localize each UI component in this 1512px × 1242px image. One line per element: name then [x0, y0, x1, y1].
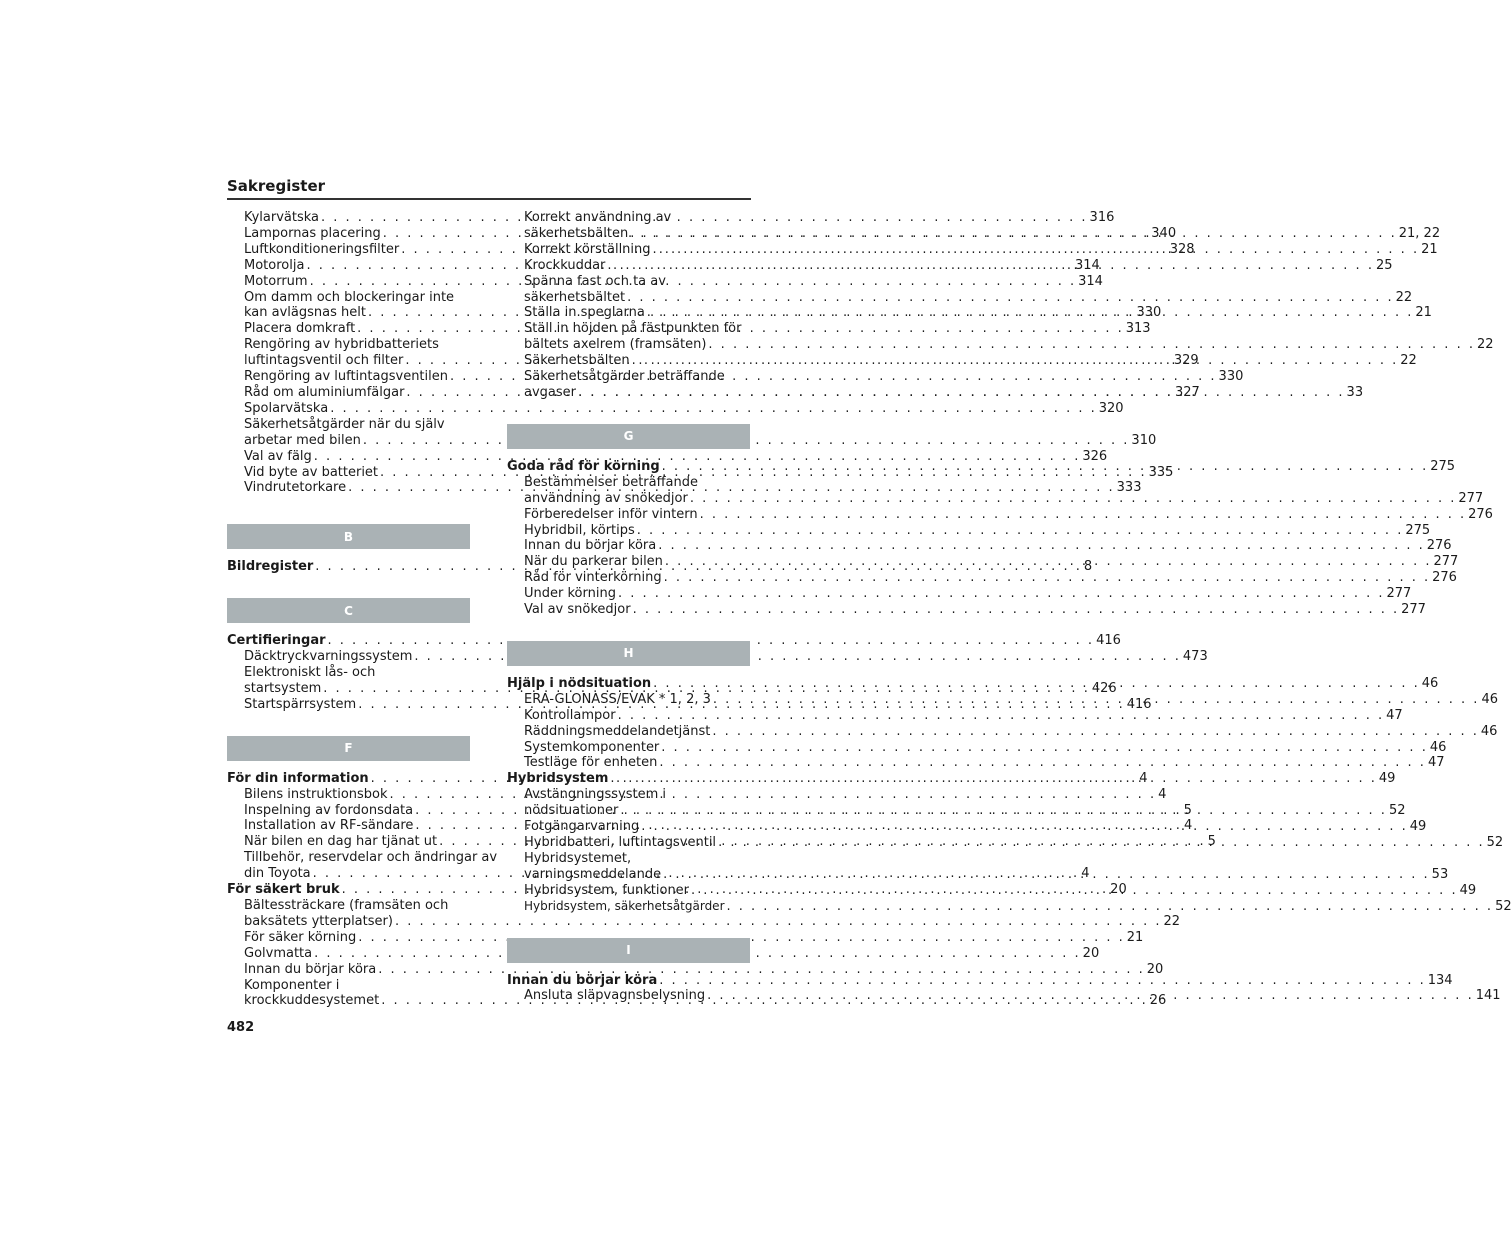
index-entry: din Toyota . . . 4 — [227, 866, 470, 882]
index-entry: Förberedelser inför vintern . . . 276 — [507, 507, 750, 523]
index-entry: Hybridsystem, funktioner . . . 49 — [507, 883, 750, 899]
index-entry: användning av snökedjor . . . 277 — [507, 491, 750, 507]
page-title: Sakregister — [227, 177, 326, 195]
index-entry: Bältessträckare (framsäten och — [244, 898, 449, 913]
index-entry: Ställa in speglarna . . . 21 — [507, 305, 750, 321]
index-entry: Motorrum . . . 314 — [227, 274, 470, 290]
index-entry: startsystem . . . 426 — [227, 681, 470, 697]
index-entry: Tillbehör, reservdelar och ändringar av — [244, 850, 498, 866]
section-letter-b: B — [227, 524, 470, 549]
index-entry: Bilens instruktionsbok . . . 4 — [227, 787, 470, 803]
header-divider — [227, 198, 751, 200]
index-entry: Säkerhetsåtgärder när du själv — [244, 416, 445, 432]
index-entry: Rengöring av luftintagsventilen . . . 330 — [227, 369, 470, 385]
index-entry-main: Certifieringar . . . 416 — [227, 633, 470, 649]
index-entry: Avstängningssystem i — [524, 787, 667, 803]
index-entry: varningsmeddelande . . . 53 — [507, 867, 750, 883]
index-entry: Val av snökedjor . . . 277 — [507, 602, 750, 618]
index-entry: Motorolja . . . 314 — [227, 258, 470, 274]
index-entry: nödsituationer . . . 52 — [507, 803, 750, 819]
index-entry: Testläge för enheten . . . 47 — [507, 755, 750, 771]
index-entry-main: För säkert bruk . . . 20 — [227, 882, 470, 898]
index-entry: Rengöring av hybridbatteriets — [244, 337, 439, 353]
index-entry: Golvmatta . . . 20 — [227, 946, 470, 962]
index-entry: Installation av RF-sändare . . . 4 — [227, 818, 470, 834]
section-letter-h: H — [507, 641, 750, 666]
index-entry: ERA-GLONASS/EVAK * 1, 2, 3 . . . 46 — [507, 692, 750, 708]
index-entry-main: Hybridsystem . . . 49 — [507, 771, 750, 787]
index-entry: säkerhetsbältet . . . 22 — [507, 290, 750, 306]
index-entry: Under körning . . . 277 — [507, 586, 750, 602]
index-entry: krockkuddesystemet . . . 26 — [227, 993, 470, 1009]
index-entry: säkerhetsbälten . . . 21, 22 — [507, 226, 750, 242]
index-entry: Innan du börjar köra . . . 276 — [507, 538, 750, 554]
index-entry: Om damm och blockeringar inte — [244, 289, 455, 305]
index-entry: Lampornas placering . . . 340 — [227, 226, 470, 242]
index-entry: Luftkonditioneringsfilter . . . 328 — [227, 242, 470, 258]
index-entry: luftintagsventil och filter . . . 329 — [227, 353, 470, 369]
index-entry: Startspärrsystem . . . 416 — [227, 697, 470, 713]
index-entry: Hybridbatteri, luftintagsventil . . . 52 — [507, 835, 750, 851]
index-entry-main: Innan du börjar köra . . . 134 — [507, 973, 750, 989]
index-entry: Däcktryckvarningssystem . . . 473 — [227, 649, 470, 665]
index-entry: Vid byte av batteriet . . . 335 — [227, 465, 470, 481]
index-entry: Spänna fast och ta av — [524, 273, 666, 289]
index-entry: Säkerhetsåtgärder beträffande — [524, 369, 725, 385]
index-entry: Råd för vinterkörning . . . 276 — [507, 570, 750, 586]
index-entry-main: Hjälp i nödsituation . . . 46 — [507, 676, 750, 692]
index-entry: Vindrutetorkare . . . 333 — [227, 480, 470, 496]
index-entry: Krockkuddar . . . 25 — [507, 258, 750, 274]
index-entry: Hybridsystemet, — [524, 850, 632, 866]
index-entry: Säkerhetsbälten . . . 22 — [507, 353, 750, 369]
index-entry: Kylarvätska . . . 316 — [227, 210, 470, 226]
index-entry: Val av fälg . . . 326 — [227, 449, 470, 465]
section-letter-g: G — [507, 424, 750, 449]
section-letter-f: F — [227, 736, 470, 761]
index-entry-main: För din information . . . 4 — [227, 771, 470, 787]
index-entry: avgaser . . . 33 — [507, 385, 750, 401]
index-entry: Spolarvätska . . . 320 — [227, 401, 470, 417]
index-entry: Inspelning av fordonsdata . . . 5 — [227, 803, 470, 819]
index-entry: Ställ in höjden på fästpunkten för — [524, 321, 742, 337]
index-entry: baksätets ytterplatser) . . . 22 — [227, 914, 470, 930]
index-entry: Ansluta släpvagnsbelysning . . . 141 — [507, 988, 750, 1004]
index-entry: kan avlägsnas helt . . . 330 — [227, 305, 470, 321]
index-entry: Kontrollampor . . . 47 — [507, 708, 750, 724]
index-entry: Räddningsmeddelandetjänst . . . 46 — [507, 724, 750, 740]
index-entry: arbetar med bilen . . . 310 — [227, 433, 470, 449]
index-entry: Korrekt användning av — [524, 210, 672, 225]
index-entry: Fotgängarvarning . . . 49 — [507, 819, 750, 835]
index-entry: bältets axelrem (framsäten) . . . 22 — [507, 337, 750, 353]
index-entry: Systemkomponenter . . . 46 — [507, 740, 750, 756]
index-entry: När bilen en dag har tjänat ut . . . 5 — [227, 834, 470, 850]
index-entry: Innan du börjar köra . . . 20 — [227, 962, 470, 978]
index-entry-main: Bildregister . . . 8 — [227, 559, 470, 575]
index-entry-main: Goda råd för körning . . . 275 — [507, 459, 750, 475]
index-entry: Placera domkraft . . . 313 — [227, 321, 470, 337]
page-number: 482 — [227, 1020, 255, 1035]
section-letter-i: I — [507, 938, 750, 963]
index-entry: Elektroniskt lås- och — [244, 665, 376, 681]
index-entry: Komponenter i — [244, 977, 340, 993]
index-entry: Hybridsystem, säkerhetsåtgärder . . . 52 — [507, 899, 750, 915]
index-entry: Råd om aluminiumfälgar . . . 327 — [227, 385, 470, 401]
index-entry: Korrekt körställning . . . 21 — [507, 242, 750, 258]
index-entry: För säker körning . . . 21 — [227, 930, 470, 946]
index-entry: Hybridbil, körtips . . . 275 — [507, 523, 750, 539]
section-letter-c: C — [227, 598, 470, 623]
index-entry: Bestämmelser beträffande — [524, 474, 699, 490]
index-entry: När du parkerar bilen . . . 277 — [507, 554, 750, 570]
